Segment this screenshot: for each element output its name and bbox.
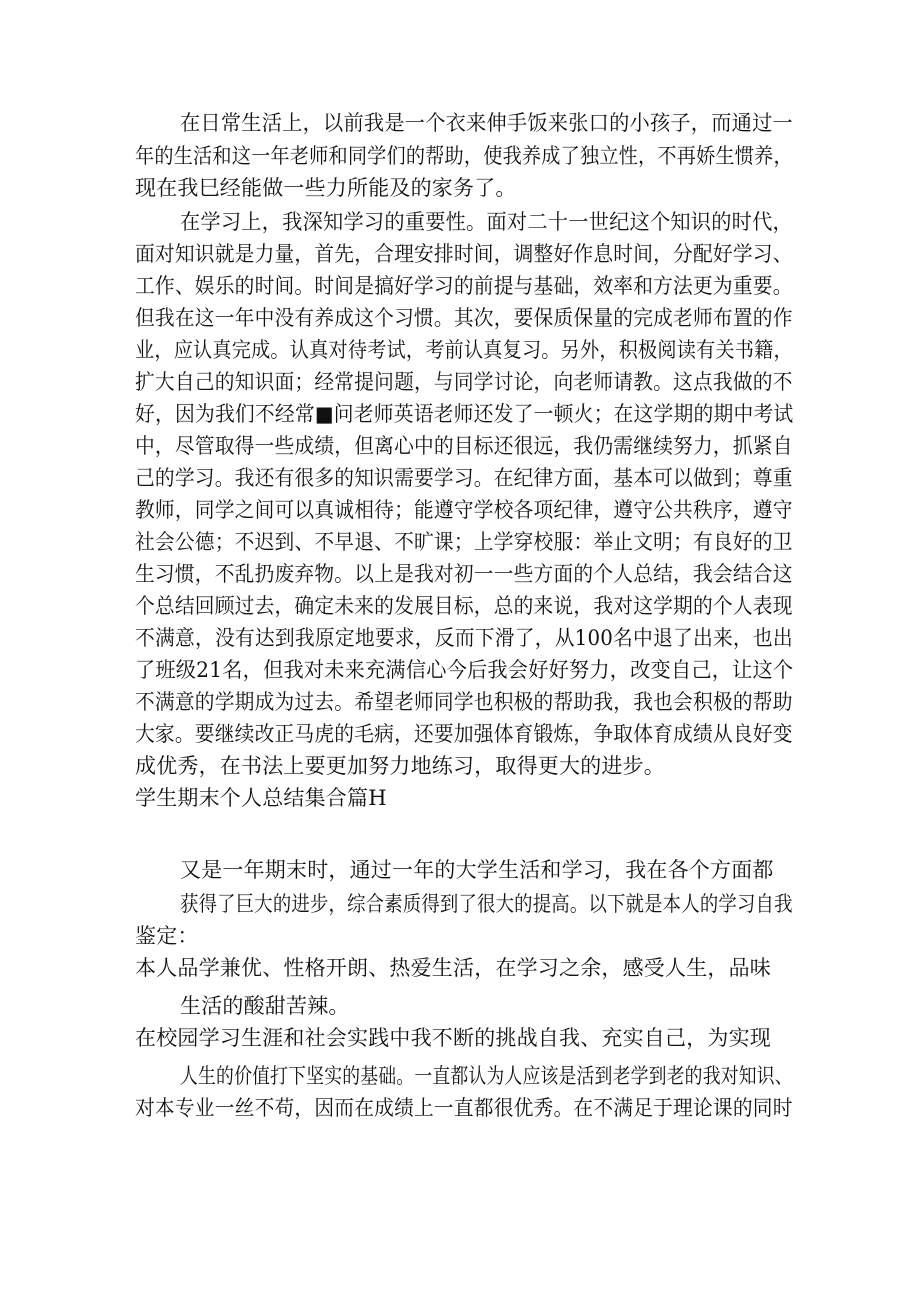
text-line: 业，应认真完成。认真对待考试，考前认真复习。另外，积极阅读有关书籍，: [135, 338, 793, 362]
text-line: 生习惯，不乱扔废弃物。以上是我对初一一些方面的个人总结，我会结合这: [135, 562, 793, 586]
text-line: 大家。要继续改正马虎的毛病，还要加强体育锻炼，争取体育成绩从良好变: [135, 722, 793, 746]
text-line: 获得了巨大的进步，综合素质得到了很大的提高。以下就是本人的学习自我: [180, 892, 793, 916]
text-line: 鉴定：: [135, 924, 199, 948]
text-line: 对本专业一丝不苟，因而在成绩上一直都很优秀。在不满足于理论课的同时: [135, 1096, 793, 1120]
text-line: 在日常生活上，以前我是一个衣来伸手饭来张口的小孩子，而通过一: [180, 111, 793, 135]
text-line: 成优秀，在书法上要更加努力地练习，取得更大的进步。: [135, 754, 665, 778]
text-line: 扩大自己的知识面；经常提问题，与同学讨论，向老师请教。这点我做的不: [135, 370, 793, 394]
text-line: 人生的价值打下坚实的基础。一直都认为人应该是活到老学到老的我对知识、: [180, 1064, 793, 1088]
text-line: 又是一年期末时，通过一年的大学生活和学习，我在各个方面都: [180, 858, 774, 882]
text-line: 面对知识就是力量，首先，合理安排时间，调整好作息时间，分配好学习、: [135, 242, 793, 266]
text-line: 不满意，没有达到我原定地要求，反而下滑了，从100名中退了出来，也出: [135, 626, 793, 650]
text-line: 不满意的学期成为过去。希望老师同学也积极的帮助我，我也会积极的帮助: [135, 690, 793, 714]
text-line: 在学习上，我深知学习的重要性。面对二十一世纪这个知识的时代，: [180, 210, 793, 234]
text-line: 好，因为我们不经常■问老师英语老师还发了一顿火；在这学期的期中考试: [135, 402, 794, 426]
text-line: 了班级21名，但我对未来充满信心今后我会好好努力，改变自己，让这个: [135, 658, 794, 682]
text-line: 社会公德；不迟到、不早退、不旷课；上学穿校服：举止文明；有良好的卫: [135, 530, 793, 554]
text-line: 但我在这一年中没有养成这个习惯。其次，要保质保量的完成老师布置的作: [135, 306, 793, 330]
text-line: 个总结回顾过去，确定未来的发展目标，总的来说，我对这学期的个人表现: [135, 594, 793, 618]
text-line: 生活的酸甜苦辣。: [180, 994, 350, 1018]
section-heading: 学生期末个人总结集合篇H: [135, 786, 387, 810]
text-line: 现在我巳经能做一些力所能及的家务了。: [135, 176, 517, 200]
text-line: 己的学习。我还有很多的知识需要学习。在纪律方面，基本可以做到；尊重: [135, 466, 793, 490]
text-line: 在校园学习生涯和社会实践中我不断的挑战自我、充实自己，为实现: [135, 1026, 771, 1050]
text-line: 教师，同学之间可以真诚相待；能遵守学校各项纪律，遵守公共秩序，遵守: [135, 498, 793, 522]
text-line: 工作、娱乐的时间。时间是搞好学习的前提与基础，效率和方法更为重要。: [135, 274, 793, 298]
text-line: 中，尽管取得一些成绩，但离心中的目标还很远，我仍需继续努力，抓紧自: [135, 434, 793, 458]
text-line: 本人品学兼优、性格开朗、热爱生活，在学习之余，感受人生，品味: [135, 956, 771, 980]
text-line: 年的生活和这一年老师和同学们的帮助，使我养成了独立性，不再娇生惯养，: [135, 144, 793, 168]
